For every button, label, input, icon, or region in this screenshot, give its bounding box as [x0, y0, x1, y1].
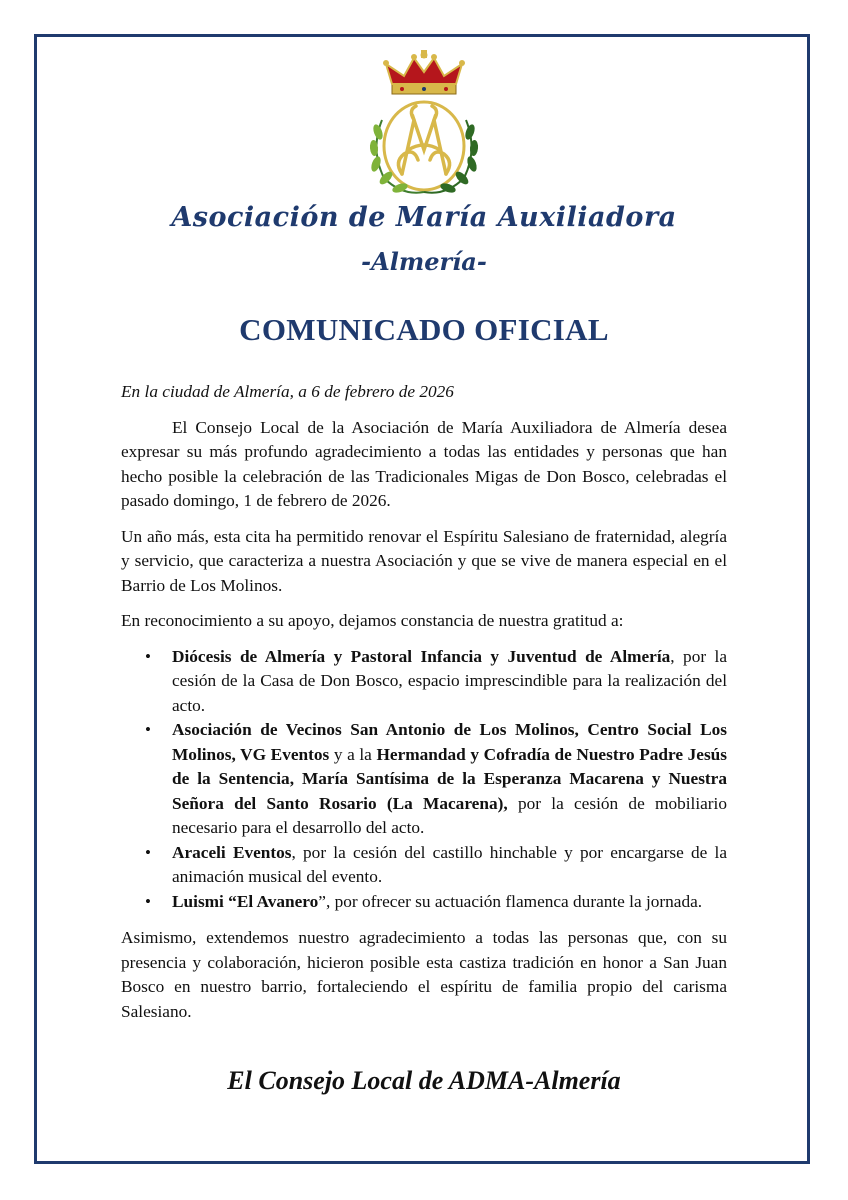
- paragraph-recognition: En reconocimiento a su apoyo, dejamos constancia de nuestra gratitud a:: [121, 611, 624, 630]
- bullet-icon: •: [145, 720, 151, 739]
- list-item: [121, 890, 727, 915]
- signature: El Consejo Local de ADMA-Almería: [227, 1066, 621, 1095]
- organization-city: -Almería-: [361, 247, 487, 276]
- entity-reason: ”, por ofrecer su actuación flamenca durante la jornada.: [318, 891, 703, 911]
- entity-reason: , por la cesión del castillo hinchable y por encargarse de la animación musical del evento.: [172, 842, 727, 886]
- bullet-icon: •: [145, 891, 151, 911]
- entity-name: Asociación de Vecinos San Antonio de Los Molinos, Centro Social Los Molinos, VG Eventos: [172, 720, 727, 764]
- entity-reason: , por la cesión de la Casa de Don Bosco, espacio imprescindible para la realización del acto.: [172, 646, 727, 715]
- entity-name: Hermandad y Cofradía de Nuestro Padre Jesús de la Sentencia, María Santísima de la Esperanza Macarena y Nuestra Señora del Santo Rosario (La Macarena),: [172, 744, 728, 813]
- entity-reason: por la cesión de mobiliario necesario para el desarrollo del acto.: [172, 793, 727, 837]
- document-title: COMUNICADO OFICIAL: [239, 312, 609, 347]
- bullet-icon: •: [145, 646, 151, 666]
- bullet-icon: •: [145, 842, 151, 862]
- association-emblem-icon: [362, 50, 486, 198]
- date-line: En la ciudad de Almería, a 6 de febrero de 2026: [121, 382, 454, 401]
- paragraph-spirit: Un año más, esta cita ha permitido renovar el Espíritu Salesiano de fraternidad, alegría y servicio, que caracteriza a nuestra Asociación y que se vive de manera especial en el Barrio de Los Molinos.: [121, 526, 727, 595]
- entity-name: Luismi “El Avanero: [172, 891, 319, 911]
- monogram-icon: [398, 106, 449, 174]
- paragraph-intro: El Consejo Local de la Asociación de María Auxiliadora de Almería desea expresar su más profundo agradecimiento a todas las entidades y personas que han hecho posible la celebración de las Tradicionales Migas de Don Bosco, celebradas el pasado domingo, 1 de febrero de 2026.: [121, 417, 727, 510]
- thanks-list: [121, 645, 727, 915]
- entity-name: Diócesis de Almería y Pastoral Infancia y Juventud de Almería: [172, 646, 671, 666]
- list-item: [121, 841, 727, 890]
- crown-icon: [383, 50, 465, 94]
- connector-text: y a la: [329, 744, 377, 764]
- entity-name: Araceli Eventos: [172, 842, 292, 862]
- organization-name: Asociación de María Auxiliadora: [171, 202, 677, 233]
- list-item: [121, 718, 727, 841]
- paragraph-closing: Asimismo, extendemos nuestro agradecimiento a todas las personas que, con su presencia y colaboración, hicieron posible esta castiza tradición en honor a San Juan Bosco en nuestro barrio, fortaleciendo el espíritu de familia propio del carisma Salesiano.: [121, 928, 727, 1021]
- list-item: [121, 645, 727, 719]
- document-body: [121, 380, 727, 1035]
